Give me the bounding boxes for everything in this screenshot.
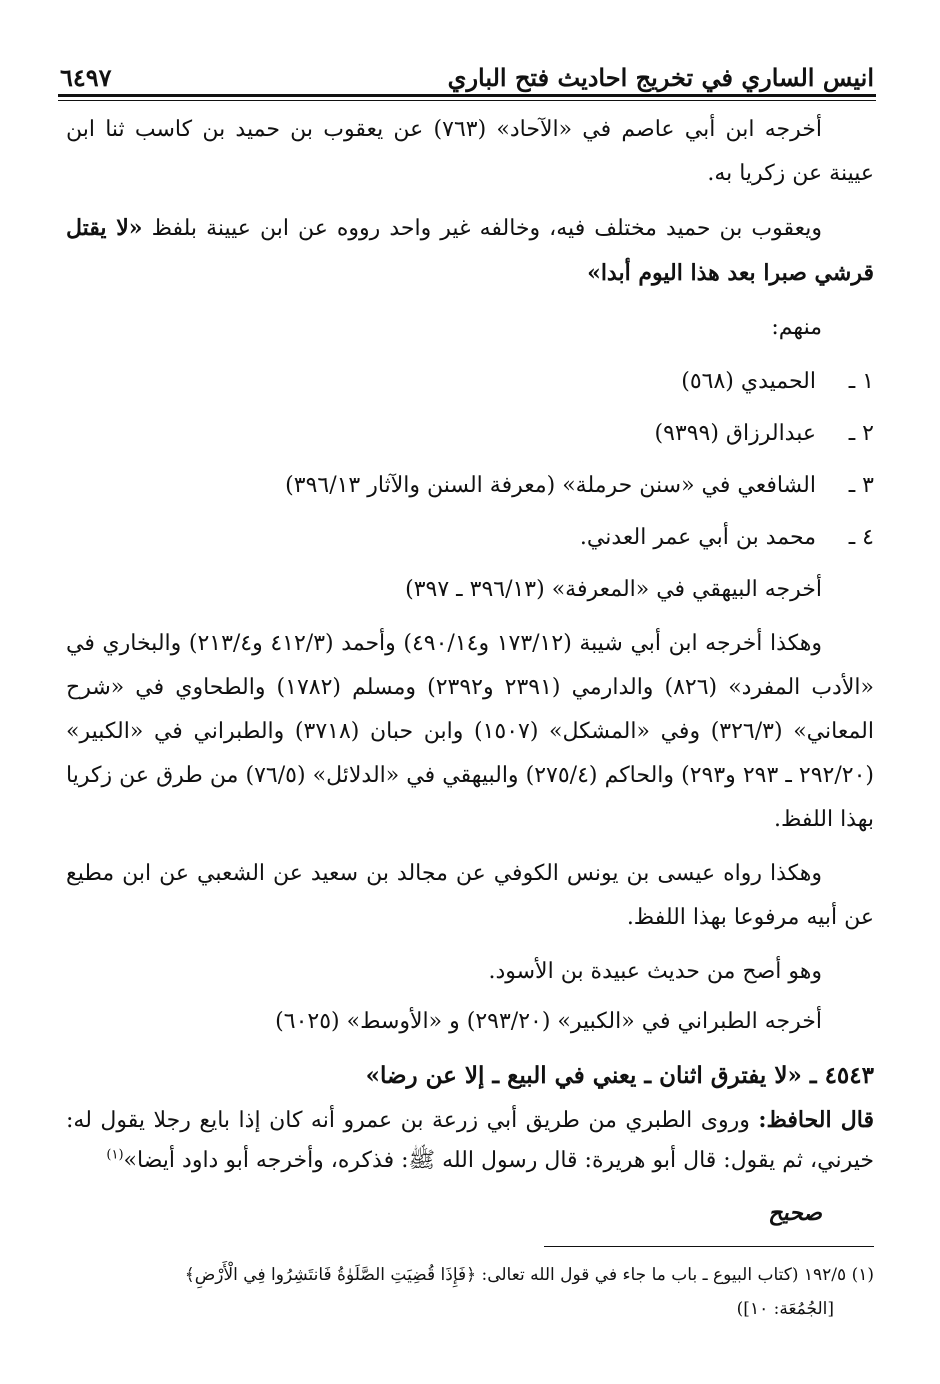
footnote (66, 1258, 874, 1326)
header-rule-thin (58, 100, 876, 101)
paragraph-4: وهكذا أخرجه ابن أبي شيبة (١٧٣/١٢ و٤٩٠/١٤) وأحمد (٤١٢/٣ و٢١٣/٤) والبخاري في «الأدب المفرد» (٨٢٦) والدارمي (٢٣٩١ و٢٣٩٢) ومسلم (١٧٨٢) والطحاوي في «شرح المعاني» (٣٢٦/٣) وفي «المشكل» (١٥٠٧) وابن حبان (٣٧١٨) والطبراني في «الكبير» (٢٩٢/٢٠ ـ ٢٩٣ و٢٩٣) والحاكم (٢٧٥/٤) والبيهقي في «الدلائل» (٧٦/٥) من طرق عن زكريا بهذا اللفظ. (66, 631, 874, 832)
bayhaqi-reference: أخرجه البيهقي في «المعرفة» (٣٩٦/١٣ ـ ٣٩٧) (405, 577, 822, 602)
paragraph-2 (66, 206, 874, 296)
running-title: انيس الساري في تخريج احاديث فتح الباري (447, 63, 874, 92)
paragraph-7: أخرجه الطبراني في «الكبير» (٢٩٣/٢٠) و «الأوسط» (٦٠٢٥) (275, 1009, 822, 1034)
hadith-wording: «لا يقتل قرشي صبرا بعد هذا اليوم أبدا» (66, 215, 874, 286)
hafiz-label: قال الحافظ: (758, 1107, 874, 1133)
page-number: ٦٤٩٧ (60, 63, 112, 92)
list-text: محمد بن أبي عمر العدني. (579, 525, 816, 550)
header-rule-thick (58, 94, 876, 97)
paragraph-1: أخرجه ابن أبي عاصم في «الآحاد» (٧٦٣) عن يعقوب بن حميد بن كاسب ثنا ابن عيينة عن زكريا به. (66, 117, 874, 186)
list-number: ١ ـ (848, 369, 874, 394)
paragraph-6: وهو أصح من حديث عبيدة بن الأسود. (488, 959, 822, 984)
main-text (66, 108, 874, 1235)
verdict: صحيح (768, 1200, 822, 1226)
list-number: ٤ ـ (848, 525, 874, 550)
narrators-list (66, 360, 874, 560)
footnote-marker[interactable]: (١) (106, 1147, 124, 1163)
list-item (66, 412, 874, 456)
hafiz-paragraph (66, 1100, 874, 1181)
list-text: الشافعي في «سنن حرملة» (معرفة السنن والآثار ٣٩٦/١٣) (285, 473, 816, 498)
footnote-line-2: [الجُمُعَة: ١٠]) (736, 1299, 834, 1319)
paragraph-3: منهم: (771, 315, 822, 340)
list-number: ٢ ـ (848, 421, 874, 446)
list-text: الحميدي (٥٦٨) (681, 369, 816, 394)
footnote-line-1: (١) ١٩٢/٥ (كتاب البيوع ـ باب ما جاء في قول الله تعالى: ﴿فَإِذَا قُضِيَتِ الصَّلَوٰةُ فَانتَشِرُوا فِي الْأَرْضِ﴾ (184, 1265, 874, 1285)
page-header (60, 52, 874, 92)
list-item (66, 360, 874, 404)
hafiz-text: وروى الطبري من طريق أبي زرعة بن عمرو أنه كان إذا بايع رجلا يقول له: خيرني، ثم يقول: قال أبو هريرة: قال رسول الله ﷺ: فذكره، وأخرجه أبو داود أيضا» (66, 1108, 874, 1173)
paragraph-2-text: ويعقوب بن حميد مختلف فيه، وخالفه غير واحد رووه عن ابن عيينة بلفظ (151, 216, 822, 241)
footnote-rule (544, 1246, 874, 1247)
list-item (66, 464, 874, 508)
hadith-heading: ٤٥٤٣ ـ «لا يفترق اثنان ـ يعني في البيع ـ إلا عن رضا» (365, 1062, 874, 1089)
list-number: ٣ ـ (848, 473, 874, 498)
list-item (66, 516, 874, 560)
list-text: عبدالرزاق (٩٣٩٩) (654, 421, 816, 446)
paragraph-5: وهكذا رواه عيسى بن يونس الكوفي عن مجالد بن سعيد عن الشعبي عن ابن مطيع عن أبيه مرفوعا بهذا اللفظ. (66, 861, 874, 930)
